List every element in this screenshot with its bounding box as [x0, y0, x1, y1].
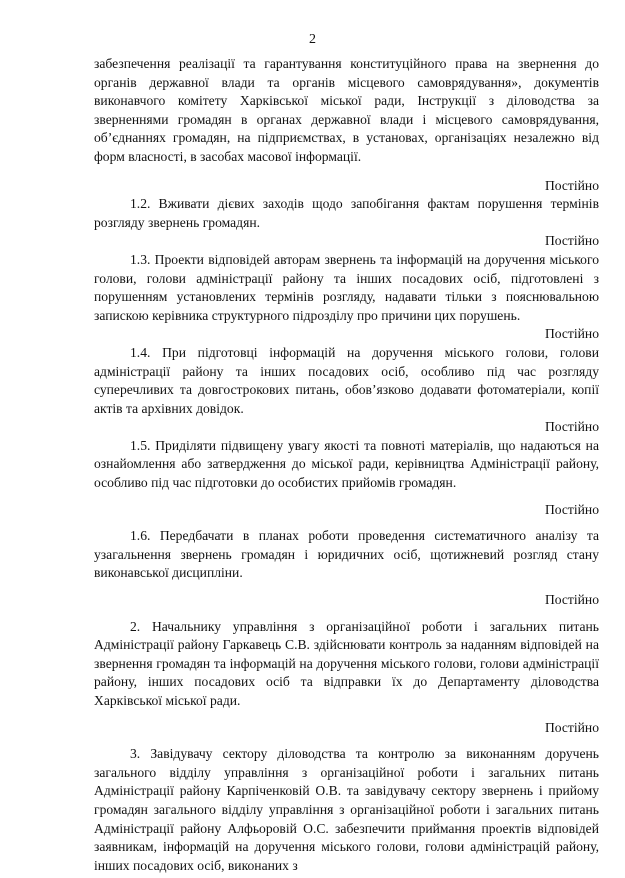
spacer [94, 737, 599, 745]
spacer [94, 493, 599, 501]
status-1-4: Постійно [544, 419, 599, 435]
paragraph-1-2: 1.2. Вживати дієвих заходів щодо запобігання фактам порушення термінів розгляду звернень громадян. [94, 196, 599, 230]
status-1-6: Постійно [544, 592, 599, 608]
status-1-5: Постійно [544, 501, 599, 517]
page-number: 2 [309, 32, 316, 47]
spacer [94, 711, 599, 719]
paragraph-1-5: 1.5. Приділяти підвищену увагу якості та повноті матеріалів, що надаються на ознайомлення або затвердження до міської ради, керівництва Адміністрації району, особливо під час підготовки до особистих прийомів громадян. [94, 437, 599, 491]
status-1-2: Постійно [544, 233, 599, 249]
status-intro: Постійно [544, 177, 599, 193]
paragraph-1-4: 1.4. При підготовці інформацій на доручення міського голови, голови адміністрації району та інших посадових осіб, особливо під час розгляду суперечливих та довгострокових питань, обов’язково додавати фотоматеріали, копії актів та архівних довідок. [94, 344, 599, 416]
intro-paragraph: забезпечення реалізації та гарантування конституційного права на звернення до органів державної влади та органів місцевого самоврядування», документів виконавчого комітету Харківської міської ради, Інструкції з діловодства за зверненнями громадян в органах державної влади і місцевого самоврядування, об’єднаннях громадян, на підприємствах, в установах, організаціях незалежно від форм власності, в засобах масової інформації. [94, 56, 599, 164]
spacer [94, 610, 599, 618]
paragraph-2: 2. Начальнику управління з організаційної роботи і загальних питань Адміністрації району Гаркавець С.В. здійснювати контроль за наданням відповідей на звернення громадян та інформацій на доручення міського голови, голови адміністрації району, інших посадових осіб та відправки їх до Департаменту діловодства Харківської міської ради. [94, 618, 599, 708]
spacer [94, 519, 599, 527]
spacer [94, 167, 599, 177]
status-2: Постійно [544, 719, 599, 735]
spacer [94, 583, 599, 591]
paragraph-1-6: 1.6. Передбачати в планах роботи проведення систематичного аналізу та узагальнення звернень громадян і юридичних осіб, щотижневий розгляд стану виконавської дисципліни. [94, 528, 599, 581]
status-1-3: Постійно [544, 326, 599, 342]
paragraph-3: 3. Завідувачу сектору діловодства та контролю за виконанням доручень загального відділу управління з організаційної роботи і загальних питань Адміністрації району Карпіченковій О.В. та завідувачу сектору звернень і прийому громадян загального відділу управління з організаційної роботи і загальних питань Адміністрації району Алфьоровій О.С. забезпечити приймання проектів відповідей заявникам, інформацій на доручення міського голови, голови адміністрацій району, інших посадових осіб, виконаних з [94, 746, 599, 873]
paragraph-1-3: 1.3. Проекти відповідей авторам звернень та інформацій на доручення міського голови, голови адміністрації району та інших посадових осіб, підготовлені з порушенням установлених термінів розгляду, надавати тільки з пояснювальною запискою керівника структурного підрозділу про причини цих порушень. [94, 251, 599, 323]
document-body [94, 55, 599, 875]
